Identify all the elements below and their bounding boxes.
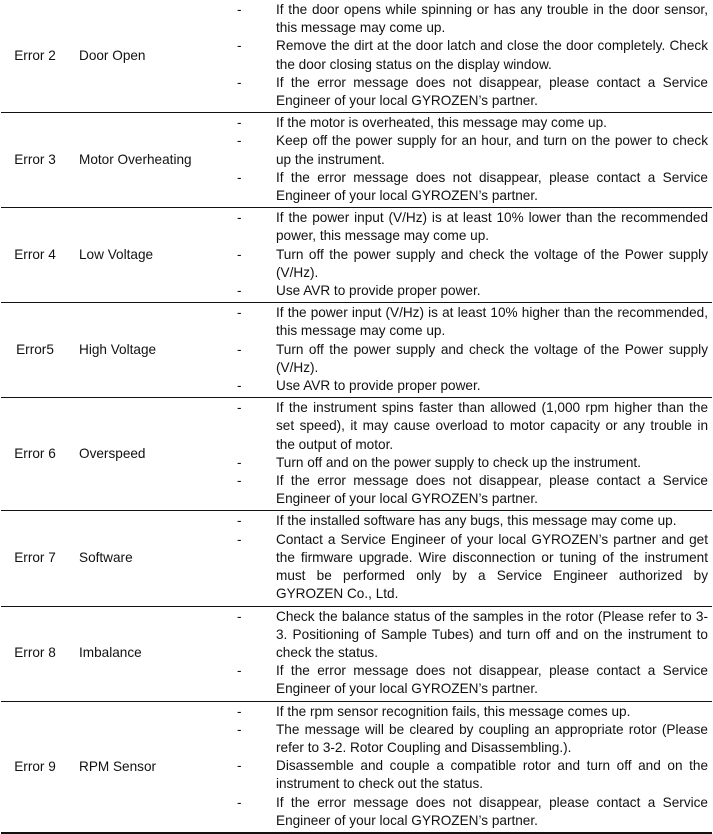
error-description — [231, 303, 712, 398]
error-code: Error 2 — [14, 48, 56, 63]
error-code: Error 6 — [14, 446, 56, 462]
error-instruction-list — [231, 702, 708, 832]
error-name: Software — [79, 550, 133, 566]
error-instruction: - If the error message does not disappear, please contact a Service Engineer of your local GYROZEN’s partner. — [231, 74, 708, 110]
error-instruction: - Contact a Service Engineer of your local GYROZEN’s partner and get the firmware upgrade. Wire disconnection or tuning of the instrument must be performed only by a Service Engineer authorized by GYROZEN Co., Ltd. — [231, 531, 708, 604]
error-instruction: - Turn off the power supply and check the voltage of the Power supply (V/Hz). — [231, 246, 708, 282]
error-instruction: - If the power input (V/Hz) is at least 10% higher than the recommended, this message may come up. — [231, 304, 708, 340]
error-name: Overspeed — [79, 446, 146, 462]
error-row — [1, 606, 712, 701]
error-name: Low Voltage — [79, 247, 154, 263]
error-instruction: - If the instrument spins faster than allowed (1,000 rpm higher than the set speed), it may cause overload to motor capacity or any trouble in the output of motor. — [231, 399, 708, 454]
error-description — [231, 701, 712, 833]
error-instruction-list — [231, 0, 708, 112]
error-instruction-list — [231, 208, 708, 302]
error-instruction: - Use AVR to provide proper power. — [231, 377, 708, 395]
error-code: Error 8 — [14, 645, 56, 661]
error-row — [1, 701, 712, 833]
error-instruction: - The message will be cleared by coupling an appropriate rotor (Please refer to 3-2. Rotor Coupling and Disassembling.). — [231, 721, 708, 757]
error-instruction: - Check the balance status of the samples in the rotor (Please refer to 3-3. Positioning of Sample Tubes) and turn off and on the instrument to check the status. — [231, 608, 708, 663]
error-description — [231, 511, 712, 606]
error-instruction: - If the power input (V/Hz) is at least 10% lower than the recommended power, this message may come up. — [231, 209, 708, 245]
error-instruction-list — [231, 511, 708, 605]
error-instruction: - If the error message does not disappear, please contact a Service Engineer of your local GYROZEN’s partner. — [231, 169, 708, 205]
error-description — [231, 113, 712, 208]
error-instruction-list — [231, 113, 708, 207]
error-description — [231, 398, 712, 511]
error-row — [1, 0, 712, 113]
error-code: Error 7 — [14, 550, 56, 566]
error-instruction: - If the door opens while spinning or has any trouble in the door sensor, this message may come up. — [231, 1, 708, 37]
error-instruction: - If the motor is overheated, this message may come up. — [231, 114, 708, 132]
error-row — [1, 303, 712, 398]
error-name: Motor Overheating — [79, 152, 192, 168]
error-code: Error 4 — [14, 247, 56, 263]
error-row — [1, 398, 712, 511]
error-name: RPM Sensor — [79, 758, 157, 774]
error-code: Error5 — [16, 342, 54, 358]
error-description — [231, 208, 712, 303]
error-code-table — [1, 0, 712, 834]
error-description — [231, 606, 712, 701]
error-description — [231, 0, 712, 113]
error-instruction: - If the error message does not disappear, please contact a Service Engineer of your local GYROZEN’s partner. — [231, 472, 708, 508]
error-row — [1, 511, 712, 606]
error-name: Door Open — [79, 48, 146, 63]
error-instruction: - Use AVR to provide proper power. — [231, 282, 708, 300]
error-instruction: - If the error message does not disappear, please contact a Service Engineer of your local GYROZEN’s partner. — [231, 662, 708, 698]
error-instruction-list — [231, 398, 708, 510]
error-table-body — [1, 0, 712, 833]
error-name: High Voltage — [79, 342, 157, 358]
error-instruction: - Keep off the power supply for an hour, and turn on the power to check up the instrument. — [231, 132, 708, 168]
error-instruction: - Remove the dirt at the door latch and close the door completely. Check the door closing status on the display window. — [231, 37, 708, 73]
error-instruction-list — [231, 607, 708, 701]
error-code: Error 3 — [14, 152, 56, 168]
error-instruction-list — [231, 303, 708, 397]
error-row — [1, 208, 712, 303]
error-instruction: - If the rpm sensor recognition fails, this message comes up. — [231, 703, 708, 721]
error-instruction: - Disassemble and couple a compatible rotor and turn off and on the instrument to check out the status. — [231, 757, 708, 793]
error-name: Imbalance — [79, 645, 142, 661]
error-instruction: - If the installed software has any bugs, this message may come up. — [231, 512, 708, 530]
error-code: Error 9 — [14, 758, 56, 774]
error-instruction: - If the error message does not disappear, please contact a Service Engineer of your local GYROZEN’s partner. — [231, 794, 708, 830]
error-instruction: - Turn off the power supply and check the voltage of the Power supply (V/Hz). — [231, 341, 708, 377]
error-instruction: - Turn off and on the power supply to check up the instrument. — [231, 454, 708, 472]
error-row — [1, 113, 712, 208]
